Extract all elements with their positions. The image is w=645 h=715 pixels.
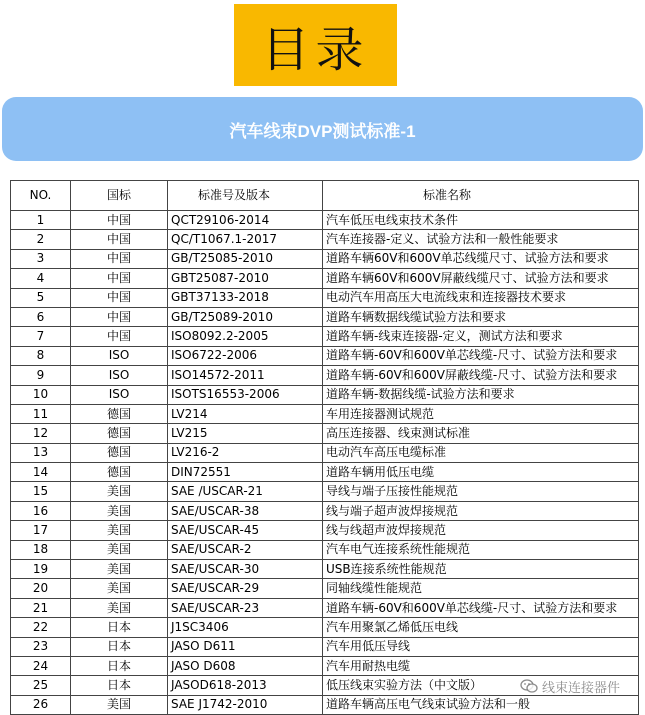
cell-standard-name: 电动汽车用高压大电流线束和连接器技术要求 [323, 288, 639, 307]
cell-no: 2 [11, 230, 71, 249]
cell-standard-no: GBT25087-2010 [168, 269, 323, 288]
table-row [11, 637, 639, 656]
cell-standard-no: ISOTS16553-2006 [168, 385, 323, 404]
cell-standard-name: 道路车辆-60V和600V单芯线缆-尺寸、试验方法和要求 [323, 598, 639, 617]
cell-country: 中国 [71, 249, 168, 268]
cell-no: 6 [11, 307, 71, 326]
table-row [11, 211, 639, 230]
cell-standard-no: SAE/USCAR-29 [168, 579, 323, 598]
cell-standard-name: 汽车用低压导线 [323, 637, 639, 656]
cell-country: 德国 [71, 463, 168, 482]
cell-standard-name: 道路车辆60V和600V单芯线缆尺寸、试验方法和要求 [323, 249, 639, 268]
cell-standard-name: 汽车用耐热电缆 [323, 656, 639, 675]
cell-country: 美国 [71, 540, 168, 559]
cell-country: 美国 [71, 695, 168, 714]
cell-no: 1 [11, 211, 71, 230]
cell-standard-no: DIN72551 [168, 463, 323, 482]
cell-country: 日本 [71, 637, 168, 656]
table-row [11, 443, 639, 462]
wechat-icon [520, 678, 538, 694]
cell-country: ISO [71, 385, 168, 404]
table-row [11, 540, 639, 559]
cell-standard-no: GB/T25089-2010 [168, 307, 323, 326]
cell-standard-no: GB/T25085-2010 [168, 249, 323, 268]
cell-country: 日本 [71, 656, 168, 675]
cell-standard-name: 道路车辆-60V和600V单芯线缆-尺寸、试验方法和要求 [323, 346, 639, 365]
cell-country: 日本 [71, 618, 168, 637]
cell-no: 10 [11, 385, 71, 404]
cell-country: 德国 [71, 424, 168, 443]
cell-country: 美国 [71, 598, 168, 617]
cell-standard-no: ISO8092.2-2005 [168, 327, 323, 346]
cell-standard-no: QCT29106-2014 [168, 211, 323, 230]
cell-standard-no: JASOD618-2013 [168, 676, 323, 695]
cell-standard-name: 道路车辆-线束连接器-定义，测试方法和要求 [323, 327, 639, 346]
cell-standard-name: 车用连接器测试规范 [323, 404, 639, 423]
cell-standard-no: SAE J1742-2010 [168, 695, 323, 714]
header-standard-name: 标准名称 [323, 181, 639, 211]
cell-country: 中国 [71, 288, 168, 307]
cell-standard-name: 电动汽车高压电缆标准 [323, 443, 639, 462]
cell-standard-no: QC/T1067.1-2017 [168, 230, 323, 249]
cell-no: 5 [11, 288, 71, 307]
table-row [11, 501, 639, 520]
cell-no: 23 [11, 637, 71, 656]
cell-standard-name: 道路车辆高压电气线束试验方法和一般 [323, 695, 639, 714]
cell-standard-name: USB连接系统性能规范 [323, 560, 639, 579]
cell-no: 21 [11, 598, 71, 617]
watermark-text: 线束连接器件 [542, 680, 621, 696]
title-box [234, 4, 397, 86]
cell-standard-name: 道路车辆数据线缆试验方法和要求 [323, 307, 639, 326]
cell-no: 22 [11, 618, 71, 637]
cell-country: 中国 [71, 269, 168, 288]
section-banner [2, 97, 643, 161]
cell-standard-no: LV214 [168, 404, 323, 423]
cell-standard-no: JASO D611 [168, 637, 323, 656]
cell-country: 日本 [71, 676, 168, 695]
cell-standard-name: 同轴线缆性能规范 [323, 579, 639, 598]
table-row [11, 385, 639, 404]
cell-country: 中国 [71, 307, 168, 326]
cell-standard-no: ISO6722-2006 [168, 346, 323, 365]
cell-no: 9 [11, 366, 71, 385]
standards-table [10, 180, 639, 715]
cell-standard-name: 道路车辆用低压电缆 [323, 463, 639, 482]
table-row [11, 560, 639, 579]
table-row [11, 424, 639, 443]
cell-no: 25 [11, 676, 71, 695]
watermark [520, 676, 620, 696]
cell-standard-name: 汽车电气连接系统性能规范 [323, 540, 639, 559]
cell-no: 24 [11, 656, 71, 675]
cell-no: 17 [11, 521, 71, 540]
cell-standard-no: SAE/USCAR-30 [168, 560, 323, 579]
header-country: 国标 [71, 181, 168, 211]
cell-standard-name: 汽车连接器-定义、试验方法和一般性能要求 [323, 230, 639, 249]
cell-no: 16 [11, 501, 71, 520]
table-header-row [11, 181, 639, 211]
cell-country: 德国 [71, 443, 168, 462]
cell-standard-no: SAE/USCAR-45 [168, 521, 323, 540]
page-title: 目录 [261, 21, 370, 78]
cell-country: 美国 [71, 521, 168, 540]
cell-standard-name: 线与端子超声波焊接规范 [323, 501, 639, 520]
table-row [11, 404, 639, 423]
cell-country: 美国 [71, 482, 168, 501]
table-row [11, 366, 639, 385]
table-row [11, 618, 639, 637]
cell-country: 中国 [71, 211, 168, 230]
cell-country: 德国 [71, 404, 168, 423]
cell-standard-no: JASO D608 [168, 656, 323, 675]
table-row [11, 230, 639, 249]
table-row [11, 249, 639, 268]
cell-standard-name: 汽车用聚氯乙烯低压电线 [323, 618, 639, 637]
table-row [11, 346, 639, 365]
cell-standard-name: 低压线束实验方法（中文版） [323, 676, 639, 695]
cell-no: 18 [11, 540, 71, 559]
cell-no: 4 [11, 269, 71, 288]
table-row [11, 598, 639, 617]
cell-country: 中国 [71, 327, 168, 346]
table-row [11, 463, 639, 482]
cell-no: 19 [11, 560, 71, 579]
cell-standard-no: SAE/USCAR-38 [168, 501, 323, 520]
cell-country: 中国 [71, 230, 168, 249]
cell-no: 11 [11, 404, 71, 423]
table-row [11, 269, 639, 288]
cell-standard-name: 道路车辆-数据线缆-试验方法和要求 [323, 385, 639, 404]
cell-standard-no: LV216-2 [168, 443, 323, 462]
cell-standard-no: GBT37133-2018 [168, 288, 323, 307]
cell-country: 美国 [71, 579, 168, 598]
cell-country: 美国 [71, 560, 168, 579]
header-standard-no: 标准号及版本 [168, 181, 323, 211]
cell-standard-no: LV215 [168, 424, 323, 443]
cell-standard-name: 导线与端子压接性能规范 [323, 482, 639, 501]
cell-standard-name: 汽车低压电线束技术条件 [323, 211, 639, 230]
cell-standard-name: 高压连接器、线束测试标准 [323, 424, 639, 443]
table-row [11, 521, 639, 540]
table-row [11, 482, 639, 501]
cell-no: 15 [11, 482, 71, 501]
cell-no: 14 [11, 463, 71, 482]
cell-no: 3 [11, 249, 71, 268]
cell-standard-name: 线与线超声波焊接规范 [323, 521, 639, 540]
cell-standard-name: 道路车辆-60V和600V屏蔽线缆-尺寸、试验方法和要求 [323, 366, 639, 385]
cell-standard-no: SAE/USCAR-23 [168, 598, 323, 617]
cell-standard-no: J1SC3406 [168, 618, 323, 637]
cell-country: 美国 [71, 501, 168, 520]
header-no: NO. [11, 181, 71, 211]
cell-country: ISO [71, 346, 168, 365]
table-row [11, 656, 639, 675]
cell-country: ISO [71, 366, 168, 385]
table-row [11, 307, 639, 326]
table-row [11, 327, 639, 346]
cell-standard-no: SAE/USCAR-2 [168, 540, 323, 559]
banner-title: 汽车线束DVP测试标准-1 [229, 121, 416, 141]
cell-no: 20 [11, 579, 71, 598]
cell-standard-name: 道路车辆60V和600V屏蔽线缆尺寸、试验方法和要求 [323, 269, 639, 288]
cell-standard-no: SAE /USCAR-21 [168, 482, 323, 501]
table-row [11, 579, 639, 598]
table-row [11, 288, 639, 307]
table-row [11, 695, 639, 714]
cell-no: 7 [11, 327, 71, 346]
cell-standard-no: ISO14572-2011 [168, 366, 323, 385]
cell-no: 13 [11, 443, 71, 462]
cell-no: 12 [11, 424, 71, 443]
cell-no: 26 [11, 695, 71, 714]
cell-no: 8 [11, 346, 71, 365]
